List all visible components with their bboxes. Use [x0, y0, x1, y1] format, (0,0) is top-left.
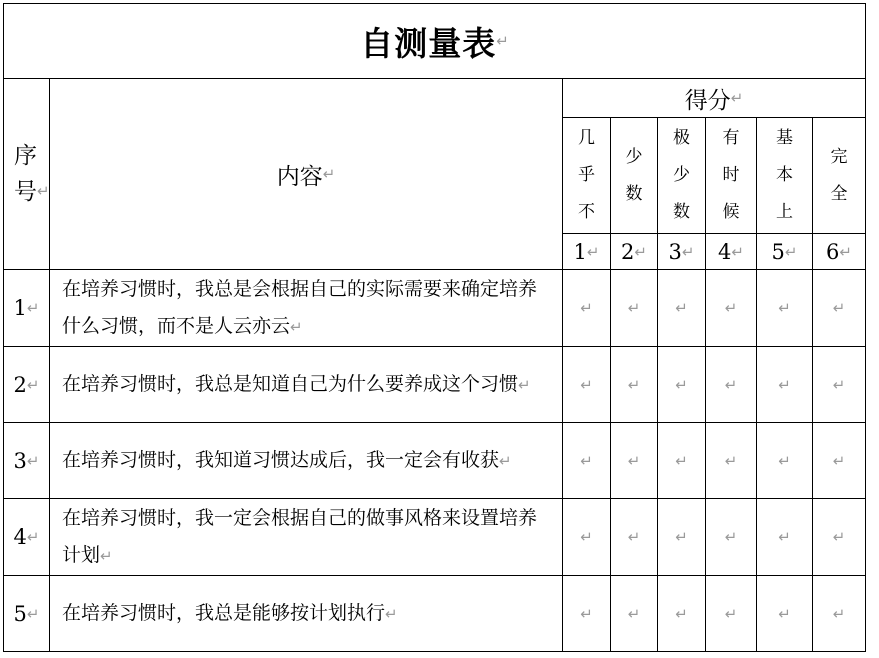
score-level-value: 4: [718, 239, 732, 264]
row-content-cell: [50, 347, 562, 422]
score-cell[interactable]: [757, 270, 812, 346]
row-index-cell: [4, 270, 49, 346]
score-level-value-cell: [757, 234, 812, 269]
paragraph-mark-icon: ↵: [627, 451, 641, 470]
paragraph-mark-icon: ↵: [675, 604, 688, 623]
score-cell[interactable]: [611, 576, 657, 651]
score-cell[interactable]: [658, 270, 705, 346]
row-statement: 在培养习惯时，我总是能够按计划执行: [62, 601, 386, 624]
row-index-cell: [4, 499, 49, 575]
paragraph-mark-icon: ↵: [586, 242, 600, 261]
score-level-label-cell: [658, 118, 705, 233]
paragraph-mark-icon: ↵: [26, 604, 40, 623]
score-cell[interactable]: [757, 499, 812, 575]
score-level-value: 1: [573, 239, 587, 264]
row-index: 2: [13, 372, 27, 397]
paragraph-mark-icon: ↵: [26, 375, 40, 394]
score-cell[interactable]: [706, 576, 756, 651]
row-content-cell: [50, 270, 562, 346]
score-level-label-cell: [706, 118, 756, 233]
paragraph-mark-icon: ↵: [627, 375, 641, 394]
paragraph-mark-icon: ↵: [832, 604, 846, 623]
header-content: 内容: [276, 163, 323, 190]
paragraph-mark-icon: ↵: [784, 242, 798, 261]
paragraph-mark-icon: ↵: [839, 242, 852, 261]
score-cell[interactable]: [813, 347, 865, 422]
header-content-cell: [50, 79, 562, 269]
score-cell[interactable]: [757, 576, 812, 651]
paragraph-mark-icon: ↵: [724, 451, 738, 470]
table-title: 自测量表: [360, 23, 497, 63]
score-level-value-cell: [813, 234, 865, 269]
score-level-label-cell: [611, 118, 657, 233]
paragraph-mark-icon: ↵: [580, 375, 593, 394]
score-cell[interactable]: [563, 499, 610, 575]
paragraph-mark-icon: ↵: [730, 89, 744, 107]
score-level-value: 5: [771, 239, 785, 264]
score-level-label: 极少数: [673, 128, 690, 222]
score-cell[interactable]: [611, 423, 657, 498]
score-cell[interactable]: [611, 270, 657, 346]
paragraph-mark-icon: ↵: [681, 242, 695, 261]
paragraph-mark-icon: ↵: [580, 528, 593, 546]
row-index: 5: [13, 601, 27, 626]
paragraph-mark-icon: ↵: [26, 528, 40, 546]
score-level-label-cell: [757, 118, 812, 233]
paragraph-mark-icon: ↵: [778, 604, 791, 623]
row-index: 1: [13, 296, 27, 320]
score-level-value: 3: [668, 239, 682, 264]
paragraph-mark-icon: ↵: [627, 604, 641, 623]
row-statement: 在培养习惯时，我一定会根据自己的做事风格来设置培养计划: [62, 506, 538, 566]
score-cell[interactable]: [611, 499, 657, 575]
score-level-value-cell: [658, 234, 705, 269]
score-cell[interactable]: [813, 576, 865, 651]
score-level-label: 完全: [830, 146, 848, 204]
score-cell[interactable]: [706, 423, 756, 498]
paragraph-mark-icon: ↵: [724, 604, 738, 623]
paragraph-mark-icon: ↵: [724, 375, 738, 394]
paragraph-mark-icon: ↵: [580, 299, 593, 317]
paragraph-mark-icon: ↵: [778, 528, 791, 546]
row-content-cell: [50, 576, 562, 651]
paragraph-mark-icon: ↵: [832, 528, 846, 546]
paragraph-mark-icon: ↵: [832, 299, 846, 317]
score-cell[interactable]: [611, 347, 657, 422]
paragraph-mark-icon: ↵: [675, 451, 688, 470]
score-level-label: 基本上: [776, 128, 793, 222]
score-cell[interactable]: [813, 499, 865, 575]
title-cell: [4, 4, 865, 78]
score-level-label: 少数: [625, 146, 643, 204]
score-cell[interactable]: [813, 423, 865, 498]
header-score-cell: [563, 79, 865, 117]
paragraph-mark-icon: ↵: [26, 299, 40, 317]
row-index-cell: [4, 423, 49, 498]
paragraph-mark-icon: ↵: [496, 32, 509, 50]
paragraph-mark-icon: ↵: [627, 528, 641, 546]
row-statement: 在培养习惯时，我知道习惯达成后，我一定会有收获: [62, 448, 500, 471]
paragraph-mark-icon: ↵: [580, 451, 593, 470]
paragraph-mark-icon: ↵: [499, 451, 512, 470]
score-level-value: 2: [621, 239, 635, 264]
score-cell[interactable]: [706, 499, 756, 575]
score-cell[interactable]: [658, 423, 705, 498]
score-cell[interactable]: [563, 270, 610, 346]
row-index-cell: [4, 576, 49, 651]
score-cell[interactable]: [563, 423, 610, 498]
paragraph-mark-icon: ↵: [100, 546, 113, 565]
header-score: 得分: [684, 87, 731, 114]
score-level-label: 几乎不: [578, 128, 595, 222]
paragraph-mark-icon: ↵: [778, 375, 791, 394]
row-statement: 在培养习惯时，我总是知道自己为什么要养成这个习惯: [62, 372, 519, 395]
score-cell[interactable]: [563, 347, 610, 422]
score-level-label-cell: [813, 118, 865, 233]
row-statement: 在培养习惯时，我总是会根据自己的实际需要来确定培养什么习惯，而不是人云亦云: [62, 277, 538, 337]
paragraph-mark-icon: ↵: [778, 451, 791, 470]
paragraph-mark-icon: ↵: [385, 604, 398, 623]
score-cell[interactable]: [658, 347, 705, 422]
score-cell[interactable]: [563, 576, 610, 651]
score-level-value-cell: [563, 234, 610, 269]
header-index: 序号: [14, 143, 37, 205]
paragraph-mark-icon: ↵: [37, 182, 50, 200]
header-index-cell: [4, 79, 49, 269]
paragraph-mark-icon: ↵: [26, 451, 40, 470]
row-content-cell: [50, 499, 562, 575]
score-cell[interactable]: [658, 576, 705, 651]
paragraph-mark-icon: ↵: [731, 242, 744, 261]
paragraph-mark-icon: ↵: [675, 299, 688, 317]
paragraph-mark-icon: ↵: [724, 299, 738, 317]
paragraph-mark-icon: ↵: [832, 375, 846, 394]
paragraph-mark-icon: ↵: [675, 528, 688, 546]
paragraph-mark-icon: ↵: [634, 242, 647, 261]
score-cell[interactable]: [813, 270, 865, 346]
score-level-label-cell: [563, 118, 610, 233]
paragraph-mark-icon: ↵: [724, 528, 738, 546]
paragraph-mark-icon: ↵: [832, 451, 846, 470]
row-index: 3: [13, 448, 27, 473]
paragraph-mark-icon: ↵: [675, 375, 688, 394]
score-level-value-cell: [706, 234, 756, 269]
score-level-value-cell: [611, 234, 657, 269]
score-cell[interactable]: [757, 347, 812, 422]
paragraph-mark-icon: ↵: [627, 299, 641, 317]
score-level-label: 有时候: [722, 128, 740, 222]
paragraph-mark-icon: ↵: [580, 604, 593, 623]
paragraph-mark-icon: ↵: [518, 375, 531, 394]
row-index: 4: [13, 525, 27, 549]
row-content-cell: [50, 423, 562, 498]
paragraph-mark-icon: ↵: [778, 299, 791, 317]
paragraph-mark-icon: ↵: [290, 317, 303, 336]
paragraph-mark-icon: ↵: [322, 165, 336, 183]
score-cell[interactable]: [706, 347, 756, 422]
score-cell[interactable]: [757, 423, 812, 498]
score-cell[interactable]: [658, 499, 705, 575]
score-cell[interactable]: [706, 270, 756, 346]
score-level-value: 6: [826, 239, 840, 264]
row-index-cell: [4, 347, 49, 422]
